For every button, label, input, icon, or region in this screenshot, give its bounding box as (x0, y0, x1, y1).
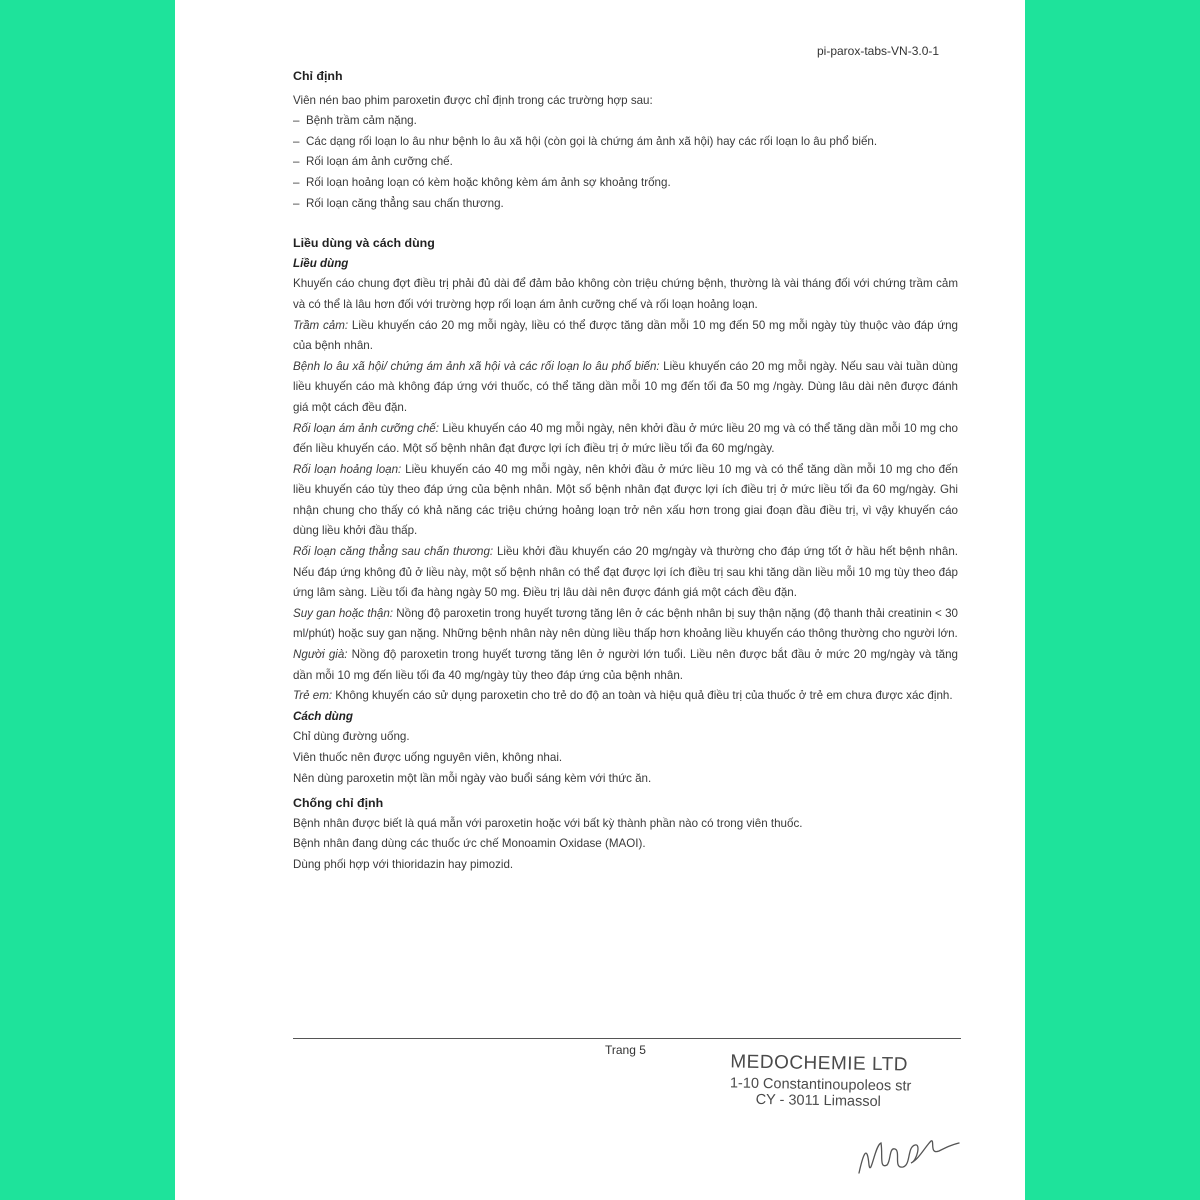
dosage-text: Liều khuyến cáo 40 mg mỗi ngày, nên khởi đầu ở mức liều 20 mg và có thể tăng dần mỗi 10 mg cho đến liều khuyến cáo. Một số bệnh nhân đạt được lợi ích điều trị ở mức liều tối đa 60 mg/ngày. (293, 421, 958, 456)
handwritten-signature (855, 1125, 965, 1185)
list-item: – Bệnh trầm cảm nặng. (293, 111, 958, 132)
document-page (175, 0, 1025, 1200)
dosage-label: Người già: (293, 648, 348, 662)
indications-intro: Viên nén bao phim paroxetin được chỉ định trong các trường hợp sau: (293, 93, 653, 107)
list-item: – Rối loạn ám ảnh cưỡng chế. (293, 152, 958, 173)
dosage-text: Liều khuyến cáo 20 mg mỗi ngày, liều có thể được tăng dần mỗi 10 mg đến 50 mg mỗi ngày tùy thuộc vào đáp ứng của bệnh nhân. (293, 318, 958, 353)
dosage-heading: Liều dùng và cách dùng (293, 236, 435, 251)
stamp-address-line2: CY - 3011 Limassol (755, 1091, 881, 1111)
dosage-subheading: Liều dùng (293, 256, 349, 270)
administration-line: Chỉ dùng đường uống. (293, 730, 410, 744)
contraindication-line: Dùng phối hợp với thioridazin hay pimozid. (293, 857, 514, 871)
dosage-label: Rối loạn ám ảnh cưỡng chế: (293, 421, 439, 435)
dosage-label: Bệnh lo âu xã hội/ chứng ám ảnh xã hội và các rối loạn lo âu phổ biến: (293, 359, 660, 373)
dosage-paragraph (293, 645, 958, 686)
dosage-paragraph (293, 419, 958, 460)
indications-list (293, 111, 958, 214)
dosage-intro: Khuyến cáo chung đợt điều trị phải đủ dài để đảm bảo không còn triệu chứng bệnh, thường là vài tháng đối với chứng trầm cảm và có thể là lâu hơn đối với trường hợp rối loạn ám ảnh cưỡng chế và rối loạn hoảng loạn. (293, 277, 958, 311)
administration-line: Nên dùng paroxetin một lần mỗi ngày vào buổi sáng kèm với thức ăn. (293, 771, 652, 785)
dosage-text: Nồng độ paroxetin trong huyết tương tăng lên ở người lớn tuổi. Liều nên được bắt đầu ở mức 20 mg/ngày và tăng dần mỗi 10 mg đến liều tối đa 40 mg/ngày tùy theo đáp ứng của bệnh nhân. (293, 648, 958, 682)
stamp-address-line1: 1-10 Constantinoupoleos str (729, 1075, 912, 1095)
list-item: – Rối loạn hoảng loạn có kèm hoặc không kèm ám ảnh sợ khoảng trống. (293, 173, 958, 194)
dosage-paragraph (293, 460, 958, 542)
dosage-text: Liều khởi đầu khuyến cáo 20 mg/ngày và thường cho đáp ứng tốt ở hầu hết bệnh nhân. Nếu đáp ứng không đủ ở liều này, một số bệnh nhân có thể đạt được lợi ích điều trị sau khi tăng dần liều mỗi 10 mg tùy theo đáp ứng lâm sàng. Liều tối đa hàng ngày 50 mg. Điều trị lâu dài nên được đánh giá một cách đều đặn. (293, 545, 959, 600)
dosage-text: Nồng độ paroxetin trong huyết tương tăng lên ở các bệnh nhân bị suy thận nặng (độ thanh thải creatinin < 30 ml/phút) hoặc suy gan nặng. Những bệnh nhân này nên dùng liều thấp hơn khoảng liều khuyến cáo thông thường cho người lớn. (293, 606, 958, 641)
company-stamp (730, 1051, 912, 1110)
document-content (293, 66, 958, 876)
indications-heading: Chỉ định (293, 69, 343, 83)
dosage-label: Trẻ em: (293, 689, 333, 703)
list-item: – Rối loạn căng thẳng sau chấn thương. (293, 194, 958, 215)
contraindication-line: Bệnh nhân được biết là quá mẫn với paroxetin hoặc với bất kỳ thành phần nào có trong viên thuốc. (293, 816, 803, 830)
dosage-paragraph (293, 357, 958, 419)
dosage-text: Không khuyến cáo sử dụng paroxetin cho trẻ do độ an toàn và hiệu quả điều trị của thuốc ở trẻ em chưa được xác định. (332, 689, 953, 703)
dosage-paragraph (293, 542, 958, 604)
dosage-label: Trầm cảm: (293, 318, 349, 332)
stamp-company: MEDOCHEMIE LTD (730, 1051, 909, 1076)
dosage-text: Liều khuyến cáo 40 mg mỗi ngày, nên khởi đầu ở mức liều 10 mg và có thể tăng dần mỗi 10 mg cho đến liều khuyến cáo tùy theo đáp ứng của bệnh nhân. Một số bệnh nhân đạt được lợi ích điều trị ở mức liều tối đa 60 mg/ngày. Ghi nhận chung cho thấy có khả năng các triệu chứng hoảng loạn trở nên xấu hơn trong giai đoạn đầu điều trị, vì vậy khuyến cáo dùng liều khởi đầu thấp. (293, 462, 959, 538)
dosage-label: Rối loạn hoảng loạn: (293, 462, 402, 476)
dosage-paragraph (293, 316, 958, 357)
footer-divider (293, 1038, 961, 1039)
administration-line: Viên thuốc nên được uống nguyên viên, không nhai. (293, 751, 563, 764)
contraindication-line: Bệnh nhân đang dùng các thuốc ức chế Monoamin Oxidase (MAOI). (293, 837, 646, 851)
dosage-text: Liều khuyến cáo 20 mg mỗi ngày. Nếu sau vài tuần dùng liều khuyến cáo mà không đáp ứng với thuốc, có thể tăng dần mỗi 10 mg đến tối đa 50 mg /ngày. Dùng lâu dài nên được đánh giá một cách đều đặn. (293, 359, 958, 414)
dosage-label: Rối loạn căng thẳng sau chấn thương: (293, 545, 494, 559)
page-number: Trang 5 (605, 1043, 646, 1057)
document-code: pi-parox-tabs-VN-3.0-1 (817, 44, 940, 58)
list-item: – Các dạng rối loạn lo âu như bệnh lo âu xã hội (còn gọi là chứng ám ảnh xã hội) hay các rối loạn lo âu phổ biến. (293, 132, 958, 153)
dosage-paragraph (293, 686, 958, 707)
contraindications-heading: Chống chỉ định (293, 796, 384, 811)
dosage-label: Suy gan hoặc thận: (293, 606, 394, 620)
dosage-paragraph (293, 604, 958, 645)
administration-subheading: Cách dùng (293, 709, 353, 723)
